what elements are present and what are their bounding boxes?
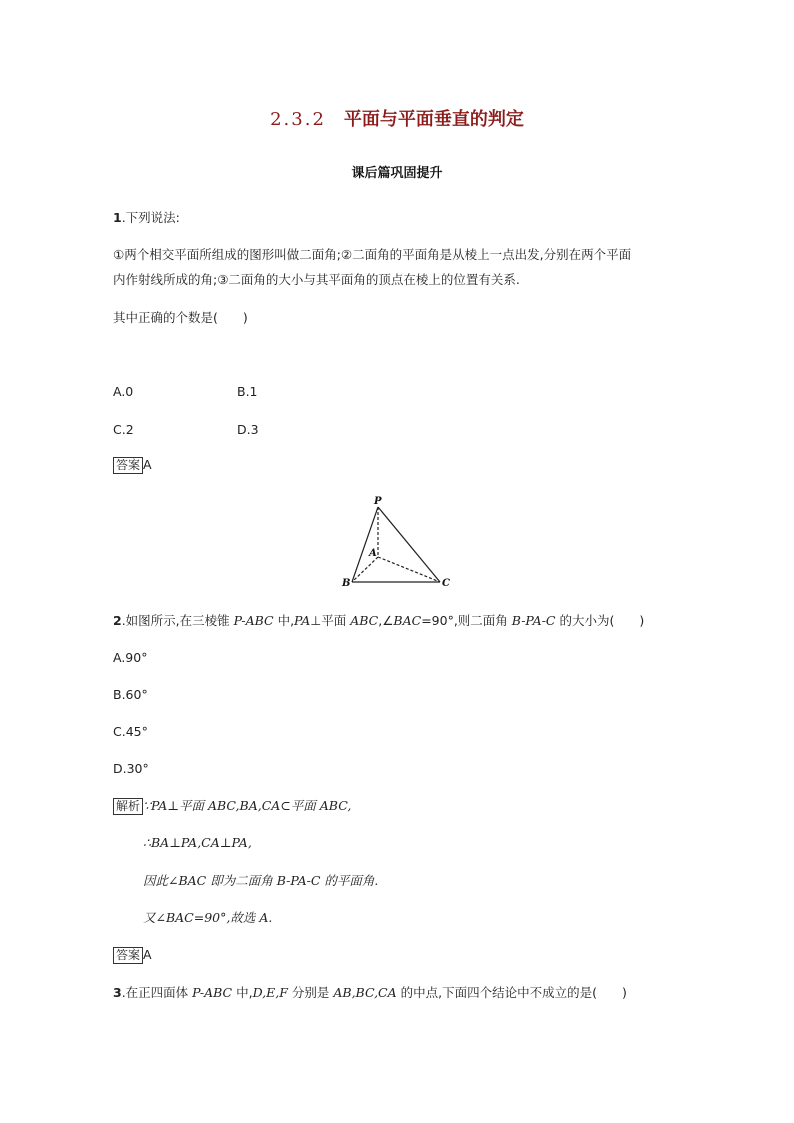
label-p: P: [374, 496, 382, 507]
q1-answer: [113, 456, 152, 474]
label-b: B: [342, 578, 351, 589]
q1-option-a: A.0: [113, 384, 134, 399]
q1-statement-line2: 内作射线所成的角;③二面角的大小与其平面角的顶点在棱上的位置有关系.: [113, 272, 520, 287]
q2-option-d: D.30°: [113, 761, 149, 776]
label-c: C: [442, 578, 450, 589]
q1-number: 1: [113, 210, 122, 225]
q1-option-c: C.2: [113, 422, 134, 437]
q2-analysis-3: 因此∠BAC 即为二面角 B-PA-C 的平面角.: [143, 873, 379, 888]
q3-stem: 3.在正四面体 P-ABC 中,D,E,F 分别是 AB,BC,CA 的中点,下面四个结论中不成立的是( ): [113, 985, 627, 1000]
q2-analysis-1: 解析 ∵PA⊥平面 ABC,BA,CA⊂平面 ABC,: [113, 797, 351, 815]
q1-statement-line1: ①两个相交平面所组成的图形叫做二面角;②二面角的平面角是从棱上一点出发,分别在两个平面: [113, 247, 632, 262]
q1-question: 其中正确的个数是( ): [113, 310, 248, 325]
answer-tag: 答案: [113, 457, 143, 474]
section-number: 2.3.2: [270, 109, 326, 130]
analysis-tag: 解析: [113, 798, 143, 815]
q2-option-a: A.90°: [113, 650, 148, 665]
q2-analysis-2: ∴BA⊥PA,CA⊥PA,: [143, 835, 252, 850]
q2-option-c: C.45°: [113, 724, 148, 739]
page-title: [0, 105, 794, 131]
q3-number: 3: [113, 985, 122, 1000]
edge-pb: [352, 507, 378, 582]
q1-option-d: D.3: [237, 422, 259, 437]
q2-number: 2: [113, 613, 122, 628]
edge-ac: [378, 557, 440, 582]
page-subtitle: 课后篇巩固提升: [351, 166, 443, 181]
q1-stem: 1.下列说法:: [113, 210, 180, 225]
q2-answer: [113, 946, 152, 964]
answer-value: A: [143, 947, 152, 962]
q2-option-b: B.60°: [113, 687, 148, 702]
label-a: A: [369, 548, 377, 559]
q2-stem: 2.如图所示,在三棱锥 P-ABC 中,PA⊥平面 ABC,∠BAC=90°,则二面角 B-PA-C 的大小为( ): [113, 613, 645, 628]
answer-value: A: [143, 457, 152, 472]
q1-option-b: B.1: [237, 384, 258, 399]
edge-pc: [378, 507, 440, 582]
section-title: 平面与平面垂直的判定: [343, 109, 524, 130]
pyramid-figure: [335, 493, 460, 593]
q2-analysis-4: 又∠BAC=90°,故选 A.: [143, 910, 273, 925]
answer-tag: 答案: [113, 947, 143, 964]
